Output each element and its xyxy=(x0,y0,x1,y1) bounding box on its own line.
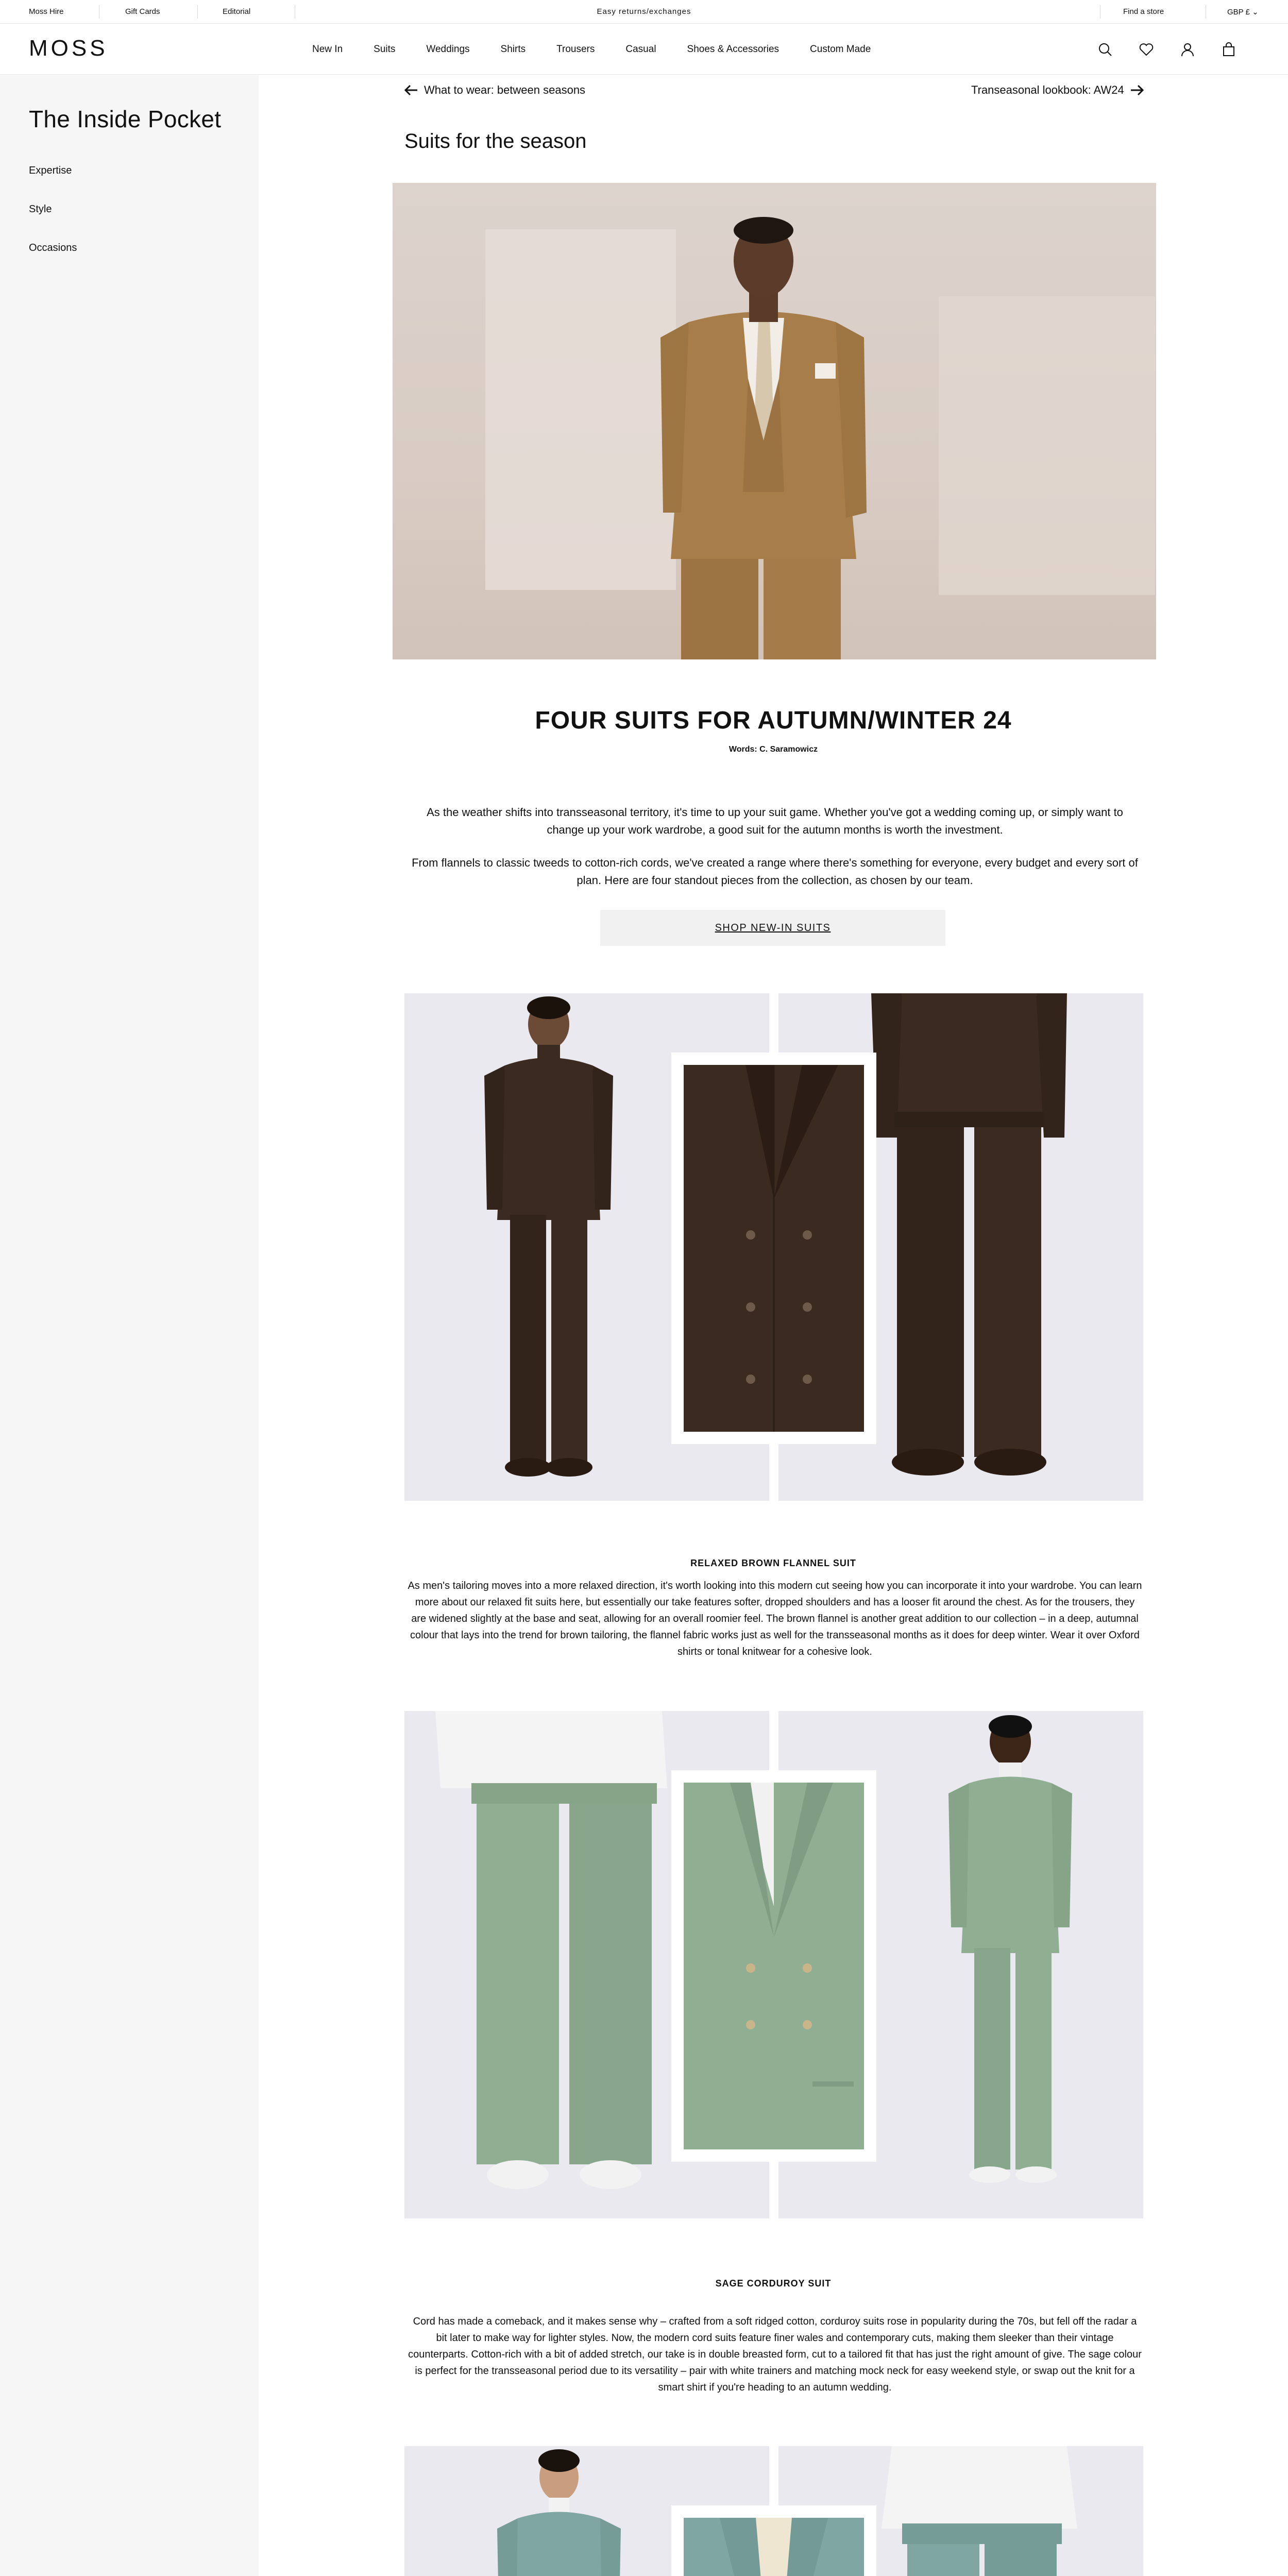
bag-icon[interactable] xyxy=(1221,42,1236,57)
nav-icons xyxy=(1097,42,1236,57)
prev-article-label: What to wear: between seasons xyxy=(424,83,586,96)
nav-item-new-in[interactable]: New In xyxy=(312,44,343,55)
nav-item-shoes-accessories[interactable]: Shoes & Accessories xyxy=(687,44,779,55)
find-store-link[interactable]: Find a store xyxy=(1123,7,1164,16)
sidebar-item-style[interactable]: Style xyxy=(29,204,52,215)
page-title: Suits for the season xyxy=(404,130,587,152)
sidebar-item-occasions[interactable]: Occasions xyxy=(29,242,77,253)
utility-link-hire[interactable]: Moss Hire xyxy=(29,7,64,16)
main-navigation xyxy=(0,24,1288,75)
account-icon[interactable] xyxy=(1180,42,1195,57)
product-image-grid-brown-flannel xyxy=(404,993,1143,1501)
sidebar-title: The Inside Pocket xyxy=(29,106,222,132)
arrow-right-icon xyxy=(1130,84,1144,96)
arrow-left-icon xyxy=(404,84,418,96)
section-body-brown-flannel: As men's tailoring moves into a more relaxed direction, it's worth looking into this modern cut seeing how you can incorporate it into your wardrobe. You can learn more about our relaxed fit suits here, but essentially our take features softer, dropped shoulders and has a looser fit around the chest. As for the trousers, they are widened slightly at the base and seat, allowing for an overall roomier feel. The brown flannel is another great addition to our collection – in a deep, autumnal colour that lays into the trend for brown tailoring, the flannel fabric works just as well for the transseasonal months as it does for deep winter. Wear it over Oxford shirts or tonal knitwear for a cohesive look. xyxy=(408,1580,1142,1657)
sidebar-item-expertise[interactable]: Expertise xyxy=(29,165,72,176)
hero-image xyxy=(393,183,1156,659)
section-heading-sage-corduroy: SAGE CORDUROY SUIT xyxy=(715,2278,832,2289)
product-image-grid-tweed-duck-egg xyxy=(404,2446,1143,2576)
shop-new-in-suits-button[interactable]: SHOP NEW-IN SUITS xyxy=(600,910,945,946)
moss-logo[interactable]: MOSS xyxy=(29,36,108,61)
product-image-grid-sage-corduroy xyxy=(404,1711,1143,2218)
currency-selector[interactable] xyxy=(1227,7,1259,16)
utility-bar xyxy=(0,0,1288,24)
nav-item-suits[interactable]: Suits xyxy=(374,44,396,55)
article-byline: Words: C. Saramowicz xyxy=(728,745,818,754)
nav-item-weddings[interactable]: Weddings xyxy=(426,44,470,55)
currency-label: GBP £ xyxy=(1227,8,1250,16)
search-icon[interactable] xyxy=(1097,42,1113,57)
promo-message: Easy returns/exchanges xyxy=(597,7,691,16)
prev-article-link[interactable] xyxy=(404,83,585,97)
nav-menu xyxy=(312,44,902,55)
heart-icon[interactable] xyxy=(1139,42,1154,57)
next-article-label: Transeasonal lookbook: AW24 xyxy=(971,83,1124,96)
product-detail-inset xyxy=(671,1770,876,2162)
intro-paragraph-1: As the weather shifts into transseasonal territory, it's time to up your suit game. Whether you've got a wedding coming up, or simply want to change up your work wardrobe, a good suit for the autumn months is worth the investment. xyxy=(427,806,1123,836)
sidebar xyxy=(0,75,259,2576)
nav-item-shirts[interactable]: Shirts xyxy=(500,44,526,55)
intro-paragraph-2: From flannels to classic tweeds to cotton-rich cords, we've created a range where there's something for everyone, every budget and every sort of plan. Here are four standout pieces from the collection, as chosen by our team. xyxy=(412,856,1138,887)
product-detail-inset xyxy=(671,2505,876,2576)
nav-item-trousers[interactable]: Trousers xyxy=(556,44,595,55)
nav-item-casual[interactable]: Casual xyxy=(625,44,656,55)
utility-link-editorial[interactable]: Editorial xyxy=(223,7,251,16)
section-heading-brown-flannel: RELAXED BROWN FLANNEL SUIT xyxy=(690,1558,856,1568)
nav-item-custom-made[interactable]: Custom Made xyxy=(810,44,871,55)
next-article-link[interactable] xyxy=(971,83,1144,97)
utility-link-gift-cards[interactable]: Gift Cards xyxy=(125,7,160,16)
article-headline: FOUR SUITS FOR AUTUMN/WINTER 24 xyxy=(535,707,1012,734)
product-detail-inset xyxy=(671,1053,876,1444)
section-body-sage-corduroy: Cord has made a comeback, and it makes sense why – crafted from a soft ridged cotton, corduroy suits rose in popularity during the 70s, but fell off the radar a bit later to make way for lighter styles. Now, the modern cord suits feature finer wales and contemporary cuts, making them sleeker than their vintage counterparts. Cotton-rich with a bit of added stretch, our take is in double breasted form, cut to a tailored fit that has just the right amount of give. The sage colour is perfect for the transseasonal period due to its versatility – pair with white trainers and matching mock neck for easy weekend style, or swap out the knit for a smart shirt if you're heading to an autumn wedding. xyxy=(408,2316,1142,2393)
chevron-down-icon: ⌄ xyxy=(1252,8,1259,16)
